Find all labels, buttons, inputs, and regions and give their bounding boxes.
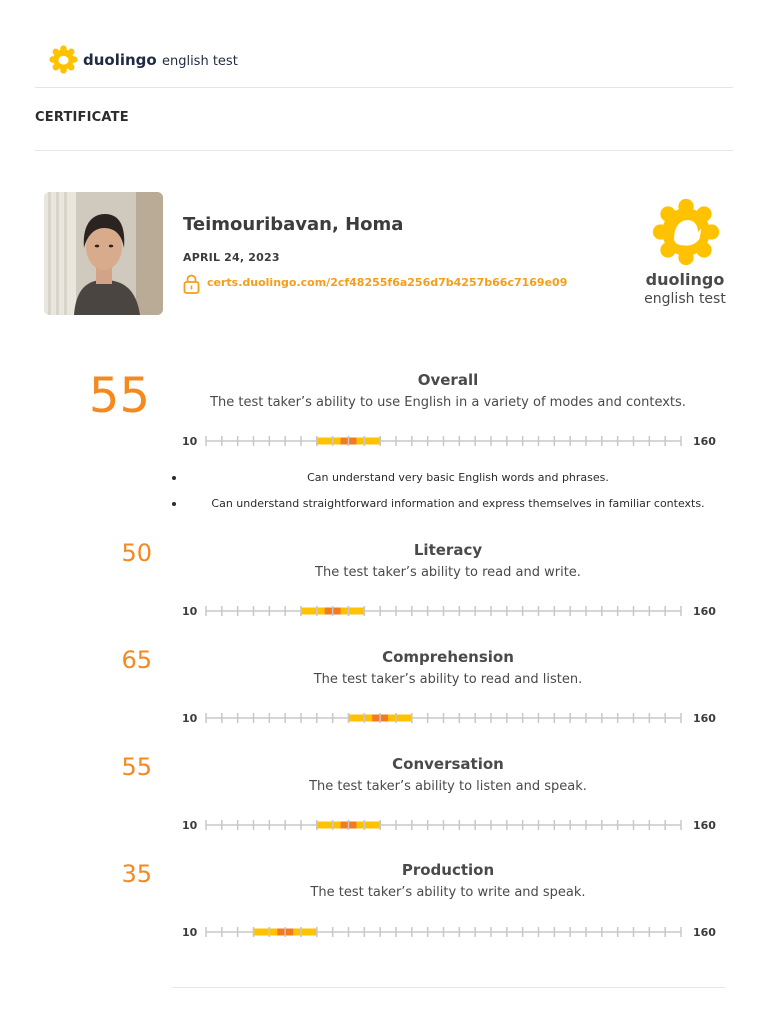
scale-min-label: 10 xyxy=(182,712,198,725)
section-divider xyxy=(35,150,733,151)
conversation-title: Conversation xyxy=(392,755,504,773)
literacy-description: The test taker’s ability to read and write. xyxy=(315,565,581,580)
descriptor-text: Can understand straightforward information and express themselves in familiar contexts. xyxy=(211,497,705,510)
overall-score: 55 xyxy=(88,368,150,424)
conversation-description: The test taker’s ability to listen and speak. xyxy=(309,779,587,794)
production-score: 35 xyxy=(121,860,152,888)
duolingo-owl-logo-icon xyxy=(652,198,720,266)
header-divider xyxy=(35,87,733,88)
overall-description: The test taker’s ability to use English in a variety of modes and contexts. xyxy=(210,395,686,410)
production-description: The test taker’s ability to write and speak. xyxy=(310,885,586,900)
brand-name: duolingo xyxy=(83,51,157,69)
scale-min-label: 10 xyxy=(182,435,198,448)
literacy-score-scale xyxy=(176,601,736,621)
scale-max-label: 160 xyxy=(693,819,716,832)
comprehension-score-scale xyxy=(176,708,736,728)
test-taker-photo xyxy=(44,192,163,315)
test-taker-name: Teimouribavan, Homa xyxy=(183,214,404,235)
bullet-dot xyxy=(172,476,176,480)
logo-wordmark: duolingo xyxy=(645,270,725,289)
scale-max-label: 160 xyxy=(693,712,716,725)
brand-wordmark[interactable] xyxy=(83,51,238,69)
site-header xyxy=(0,0,768,88)
overall-title: Overall xyxy=(417,371,479,389)
descriptor-text: Can understand very basic English words and phrases. xyxy=(307,471,609,484)
footer-divider xyxy=(172,987,725,988)
scale-min-label: 10 xyxy=(182,926,198,939)
scale-max-label: 160 xyxy=(693,605,716,618)
test-date: APRIL 24, 2023 xyxy=(183,251,280,264)
lock-icon xyxy=(183,274,200,294)
section-label: CERTIFICATE xyxy=(35,110,129,125)
conversation-score: 55 xyxy=(121,753,152,781)
comprehension-description: The test taker’s ability to read and listen. xyxy=(313,672,583,687)
scale-min-label: 10 xyxy=(182,605,198,618)
overall-descriptors xyxy=(172,470,732,522)
literacy-title: Literacy xyxy=(413,541,483,559)
production-title: Production xyxy=(401,861,495,879)
overall-score-scale xyxy=(176,431,736,451)
scale-max-label: 160 xyxy=(693,435,716,448)
comprehension-score: 65 xyxy=(121,646,152,674)
production-score-scale xyxy=(176,922,736,942)
bullet-dot xyxy=(172,502,176,506)
comprehension-title: Comprehension xyxy=(382,648,514,666)
person-photo-icon xyxy=(44,192,163,315)
brand-sub: english test xyxy=(161,54,238,69)
scale-max-label: 160 xyxy=(693,926,716,939)
certificate-link[interactable]: certs.duolingo.com/2cf48255f6a256d7b4257b66c7169e09 xyxy=(207,276,568,289)
literacy-score: 50 xyxy=(121,539,152,567)
conversation-score-scale xyxy=(176,815,736,835)
scale-min-label: 10 xyxy=(182,819,198,832)
list-item xyxy=(172,470,732,496)
logo-subtitle: english test xyxy=(644,291,726,307)
list-item xyxy=(172,496,732,522)
duolingo-logo-icon[interactable] xyxy=(49,45,78,74)
